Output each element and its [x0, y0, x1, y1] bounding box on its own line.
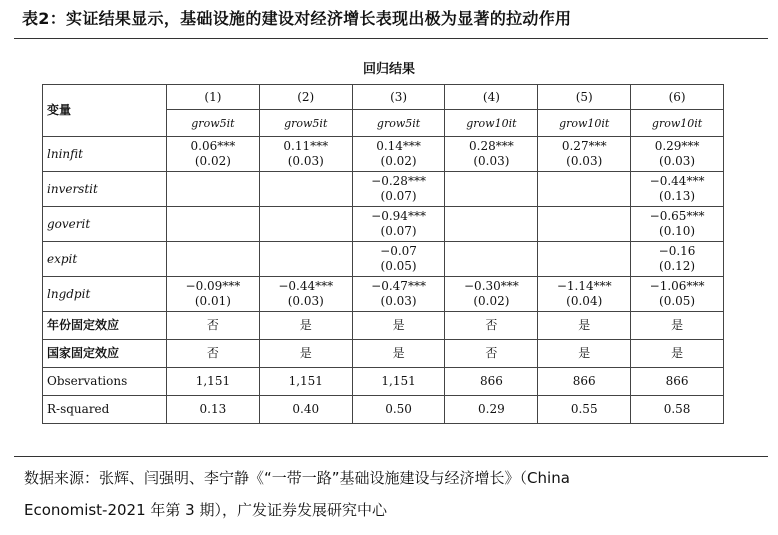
std-error: (0.07) — [380, 189, 417, 203]
std-error: (0.03) — [473, 154, 510, 168]
coefficient: 0.14*** — [376, 139, 421, 153]
source-line-2: Economist-2021 年第 3 期），广发证券发展研究中心 — [24, 501, 387, 519]
coef-cell — [352, 277, 445, 312]
coefficient: −1.14*** — [556, 279, 612, 293]
coefficient: 0.11*** — [283, 139, 329, 153]
fixed-effect-row — [43, 312, 724, 340]
regression-table — [42, 84, 724, 424]
coefficient: 0.28*** — [469, 139, 514, 153]
row-label: goverit — [43, 207, 167, 242]
coef-cell — [631, 137, 724, 172]
row-label: Observations — [43, 368, 167, 396]
coefficient: −0.28*** — [371, 174, 426, 188]
coef-cell — [445, 242, 538, 277]
coef-row — [43, 277, 724, 312]
value-cell: 否 — [167, 312, 260, 340]
std-error: (0.07) — [380, 224, 417, 238]
value-cell: 0.55 — [538, 396, 631, 424]
coef-cell — [445, 137, 538, 172]
coef-cell — [167, 207, 260, 242]
coefficient: −0.94*** — [371, 209, 426, 223]
coef-row — [43, 137, 724, 172]
dep-var: grow10it — [631, 110, 724, 137]
std-error: (0.05) — [659, 294, 696, 308]
value-cell: 是 — [631, 312, 724, 340]
coefficient: 0.06*** — [190, 139, 236, 153]
std-error: (0.02) — [194, 154, 231, 168]
coef-row — [43, 207, 724, 242]
value-cell: 否 — [445, 340, 538, 368]
col-header: (5) — [538, 85, 631, 110]
std-error: (0.12) — [659, 259, 696, 273]
coef-cell — [259, 137, 352, 172]
std-error: (0.13) — [659, 189, 696, 203]
row-label: R-squared — [43, 396, 167, 424]
table-caption: 回归结果 — [362, 62, 415, 77]
coef-cell — [538, 242, 631, 277]
coef-cell — [631, 277, 724, 312]
source-line-1: 数据来源：张辉、闫强明、李宁静《“一带一路”基础设施建设与经济增长》（China — [24, 469, 570, 487]
fixed-effect-row — [43, 340, 724, 368]
row-label: 年份固定效应 — [43, 312, 167, 340]
coef-cell — [259, 172, 352, 207]
coefficient: −0.47*** — [371, 279, 426, 293]
value-cell: 是 — [352, 312, 445, 340]
coefficient: −0.09*** — [185, 279, 241, 293]
dep-var: grow5it — [259, 110, 352, 137]
coef-cell — [352, 137, 445, 172]
std-error: (0.04) — [566, 294, 603, 308]
row-label: 国家固定效应 — [43, 340, 167, 368]
coef-cell — [445, 172, 538, 207]
coefficient: −1.06*** — [649, 279, 705, 293]
coefficient: 0.27*** — [561, 139, 607, 153]
value-cell: 866 — [538, 368, 631, 396]
col-header: (4) — [445, 85, 538, 110]
coef-cell — [631, 172, 724, 207]
row-label: lninfit — [43, 137, 167, 172]
value-cell: 是 — [259, 340, 352, 368]
std-error: (0.01) — [194, 294, 231, 308]
value-cell: 0.58 — [631, 396, 724, 424]
value-cell: 是 — [538, 340, 631, 368]
coef-cell — [259, 277, 352, 312]
value-cell: 1,151 — [352, 368, 445, 396]
coef-cell — [631, 207, 724, 242]
value-cell: 866 — [445, 368, 538, 396]
coef-cell — [259, 207, 352, 242]
coefficient: 0.29*** — [654, 139, 700, 153]
coef-row — [43, 242, 724, 277]
col-header: (3) — [352, 85, 445, 110]
value-cell: 0.29 — [445, 396, 538, 424]
col-header: (1) — [167, 85, 260, 110]
coefficient: −0.44*** — [649, 174, 705, 188]
std-error: (0.03) — [287, 294, 324, 308]
coef-cell — [167, 277, 260, 312]
stat-row — [43, 396, 724, 424]
coef-cell — [538, 277, 631, 312]
std-error: (0.03) — [380, 294, 417, 308]
dep-var: grow10it — [538, 110, 631, 137]
row-label: expit — [43, 242, 167, 277]
value-cell: 866 — [631, 368, 724, 396]
coef-cell — [631, 242, 724, 277]
coef-cell — [352, 172, 445, 207]
value-cell: 是 — [538, 312, 631, 340]
coef-cell — [538, 172, 631, 207]
page-title: 表2：实证结果显示，基础设施的建设对经济增长表现出极为显著的拉动作用 — [22, 9, 572, 28]
coef-cell — [167, 242, 260, 277]
dep-var: grow5it — [167, 110, 260, 137]
std-error: (0.03) — [659, 154, 696, 168]
value-cell: 0.40 — [259, 396, 352, 424]
coef-cell — [352, 242, 445, 277]
col-header: (2) — [259, 85, 352, 110]
coef-cell — [167, 137, 260, 172]
coef-cell — [259, 242, 352, 277]
coef-row — [43, 172, 724, 207]
row-label: inverstit — [43, 172, 167, 207]
coef-cell — [167, 172, 260, 207]
std-error: (0.03) — [287, 154, 324, 168]
std-error: (0.05) — [380, 259, 417, 273]
dep-var: grow10it — [445, 110, 538, 137]
value-cell: 1,151 — [259, 368, 352, 396]
var-header: 变量 — [43, 85, 167, 137]
coefficient: −0.65*** — [649, 209, 705, 223]
value-cell: 0.13 — [167, 396, 260, 424]
value-cell: 是 — [259, 312, 352, 340]
stat-row — [43, 368, 724, 396]
std-error: (0.02) — [380, 154, 417, 168]
coefficient: −0.44*** — [278, 279, 334, 293]
col-header: (6) — [631, 85, 724, 110]
coefficient: −0.16 — [658, 244, 696, 258]
std-error: (0.10) — [659, 224, 696, 238]
coef-cell — [538, 137, 631, 172]
dep-var: grow5it — [352, 110, 445, 137]
coef-cell — [445, 277, 538, 312]
value-cell: 是 — [352, 340, 445, 368]
std-error: (0.02) — [473, 294, 510, 308]
value-cell: 是 — [631, 340, 724, 368]
coefficient: −0.30*** — [464, 279, 519, 293]
coef-cell — [538, 207, 631, 242]
top-divider — [14, 38, 768, 39]
std-error: (0.03) — [566, 154, 603, 168]
bottom-divider — [14, 456, 768, 457]
coef-cell — [352, 207, 445, 242]
row-label: lngdpit — [43, 277, 167, 312]
value-cell: 否 — [167, 340, 260, 368]
source-note — [24, 462, 724, 526]
coefficient: −0.07 — [380, 244, 417, 258]
value-cell: 1,151 — [167, 368, 260, 396]
value-cell: 否 — [445, 312, 538, 340]
coef-cell — [445, 207, 538, 242]
value-cell: 0.50 — [352, 396, 445, 424]
